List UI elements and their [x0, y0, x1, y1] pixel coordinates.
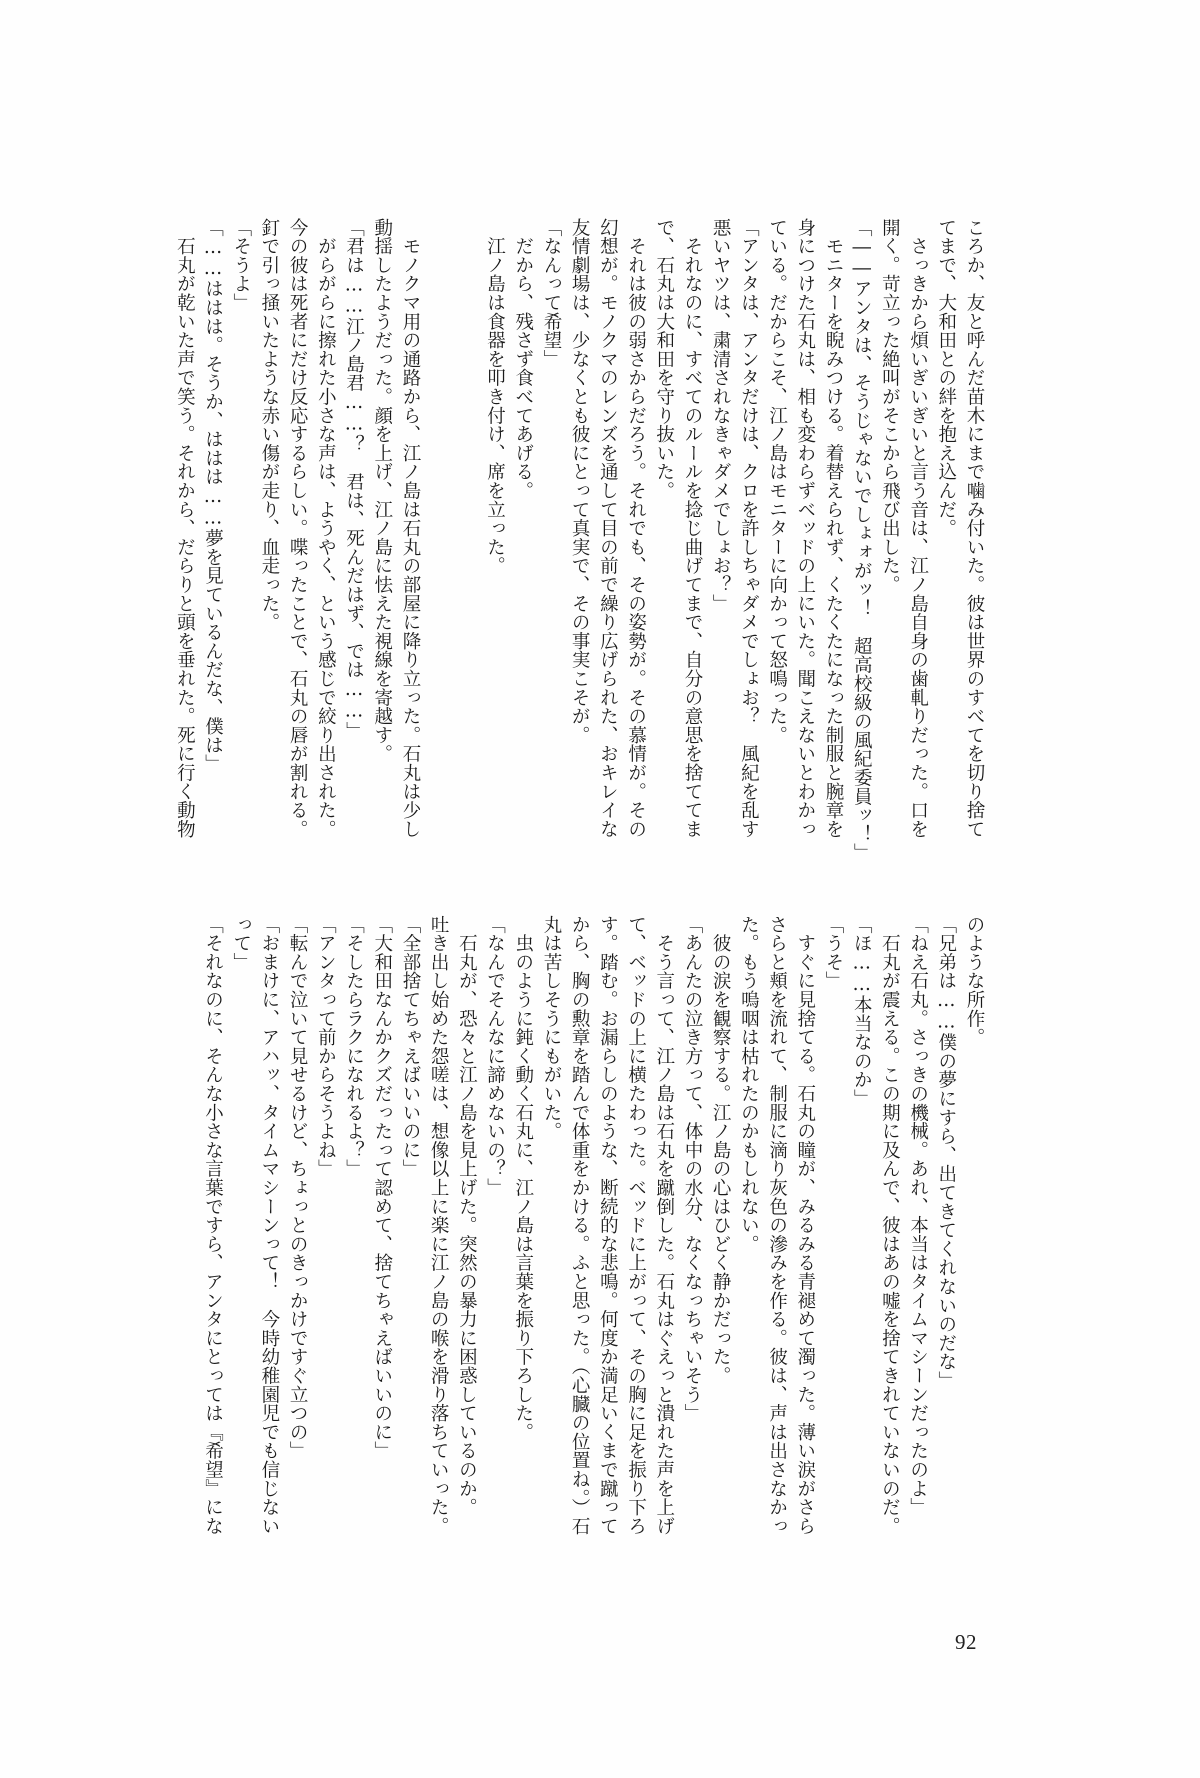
upper-text-block: [174, 218, 988, 863]
text-line: ころか、友と呼んだ苗木にまで噛み付いた。彼は世界のすべてを切り捨て: [964, 218, 985, 839]
lower-text-block: [202, 915, 988, 1585]
text-line: 「アンタって前からそうよね」: [315, 915, 337, 1179]
text-line: それなのに、すべてのルールを捻じ曲げてまで、自分の意思を捨ててま: [681, 218, 703, 839]
text-line: 彼の涙を観察する。江ノ島の心はひどく静かだった。: [710, 915, 732, 1385]
text-line: 石丸が震える。この期に及んで、彼はあの嘘を捨てきれていないのだ。: [879, 915, 901, 1536]
text-line: 「そしたらラクになれるよ？」: [343, 915, 365, 1179]
text-line: モノクマ用の通路から、江ノ島は石丸の部屋に降り立った。石丸は少し: [399, 218, 421, 839]
text-line: って」: [230, 915, 252, 972]
text-line: 悪いヤツは、粛清されなきゃダメでしょお？」: [710, 218, 732, 613]
text-line: さらと頬を流れて、制服に滴り灰色の滲みを作る。彼は、声は出さなかっ: [766, 915, 788, 1536]
text-line: 江ノ島は食器を叩き付け、席を立った。: [484, 218, 506, 576]
text-line: 丸は苦しそうにもがいた。: [540, 915, 562, 1141]
blank-line: [452, 218, 480, 860]
text-line: 「転んで泣いて見せるけど、ちょっとのきっかけですぐ立つの」: [287, 915, 309, 1461]
text-line: 「……ははは。そうか、ははは……夢を見ているんだな、僕は」: [202, 218, 224, 774]
text-line: 「――アンタは、そうじゃないでしょォがッ！ 超高校級の風紀委員ッ！」: [851, 218, 873, 863]
text-line: 「うそ」: [822, 915, 844, 991]
page-number: 92: [955, 1630, 977, 1654]
text-line: 動揺したようだった。顔を上げ、江ノ島に怯えた視線を寄越す。: [371, 218, 393, 764]
text-line: 石丸が、恐々と江ノ島を見上げた。突然の暴力に困惑しているのか。: [456, 915, 478, 1517]
text-line: だから、残さず食べてあげる。: [512, 218, 534, 500]
text-line: て、ベッドの上に横たわった。ベッドに上がって、その胸に足を振り下ろ: [625, 915, 647, 1536]
text-line: 釘で引っ掻いたような赤い傷が走り、血走った。: [258, 218, 280, 632]
text-line: てまで、大和田との絆を抱え込んだ。: [935, 218, 957, 538]
text-line: 「全部捨てちゃえばいいのに」: [399, 915, 421, 1179]
text-line: 幻想が。モノクマのレンズを通して目の前で繰り広げられた、おキレイな: [597, 218, 619, 839]
text-line: す。踏む。お漏らしのような、断続的な悲鳴。何度か満足いくまで蹴って: [597, 915, 619, 1536]
text-line: 友情劇場は、少なくとも彼にとって真実で、その事実こそが。: [569, 218, 591, 745]
text-line: 「そうよ」: [230, 218, 252, 312]
text-line: 「あんたの泣き方って、体中の水分、なくなっちゃいそう」: [681, 915, 703, 1423]
blank-line: [424, 218, 452, 860]
text-line: た。もう嗚咽は枯れたのかもしれない。: [738, 915, 760, 1254]
text-line: で、石丸は大和田を守り抜いた。: [653, 218, 675, 500]
text-line: 開く。苛立った絶叫がそこから飛び出した。: [879, 218, 901, 594]
text-line: 「おまけに、アハッ、タイムマシーンって！ 今時幼稚園児でも信じない: [258, 915, 280, 1536]
text-line: すぐに見捨てる。石丸の瞳が、みるみる青褪めて濁った。薄い涙がさら: [794, 915, 816, 1536]
text-line: 石丸が乾いた声で笑う。それから、だらりと頭を垂れた。死に行く動物: [174, 218, 196, 839]
text-line: さっきから煩いぎいぎいと言う音は、江ノ島自身の歯軋りだった。口を: [907, 218, 929, 839]
text-line: 身につけた石丸は、相も変わらずベッドの上にいた。聞こえないとわかっ: [794, 218, 816, 839]
text-line: 「なんって希望」: [540, 218, 562, 369]
text-line: 「それなのに、そんな小さな言葉ですら、アンタにとっては『希望』にな: [202, 915, 224, 1536]
text-line: それは彼の弱さからだろう。それでも、その姿勢が。その慕情が。その: [625, 218, 647, 839]
text-line: ている。だからこそ、江ノ島はモニターに向かって怒鳴った。: [766, 218, 788, 745]
text-line: 今の彼は死者にだけ反応するらしい。喋ったことで、石丸の唇が割れる。: [287, 218, 309, 839]
text-line: 「大和田なんかクズだったって認めて、捨てちゃえばいいのに」: [371, 915, 393, 1461]
text-line: 吐き出し始めた怨嗟は、想像以上に楽に江ノ島の喉を滑り落ちていった。: [428, 915, 450, 1536]
text-line: 「アンタは、アンタだけは、クロを許しちゃダメでしょお？ 風紀を乱す: [738, 218, 760, 839]
text-line: そう言って、江ノ島は石丸を蹴倒した。石丸はぐえっと潰れた声を上げ: [653, 915, 675, 1536]
text-line: のような所作。: [964, 915, 985, 1047]
text-line: 「兄弟は……僕の夢にすら、出てきてくれないのだな」: [935, 915, 957, 1390]
text-line: がらがらに擦れた小さな声は、ようやく、という感じで絞り出された。: [315, 218, 337, 839]
text-line: 「ねえ石丸。さっきの機械。あれ、本当はタイムマシーンだったのよ」: [907, 915, 929, 1517]
text-line: 「なんでそんなに諦めないの？」: [484, 915, 506, 1197]
text-line: から、胸の勲章を踏んで体重をかける。ふと思った。（心臓の位置ね。）石: [569, 915, 591, 1536]
text-line: 「君は……江ノ島君……？ 君は、死んだはず、では……」: [343, 218, 365, 741]
text-line: 「ほ……本当なのか」: [851, 915, 873, 1108]
text-line: 虫のように鈍く動く石丸に、江ノ島は言葉を振り下ろした。: [512, 915, 534, 1442]
text-line: モニターを睨みつける。着替えられず、くたくたになった制服と腕章を: [822, 218, 844, 839]
